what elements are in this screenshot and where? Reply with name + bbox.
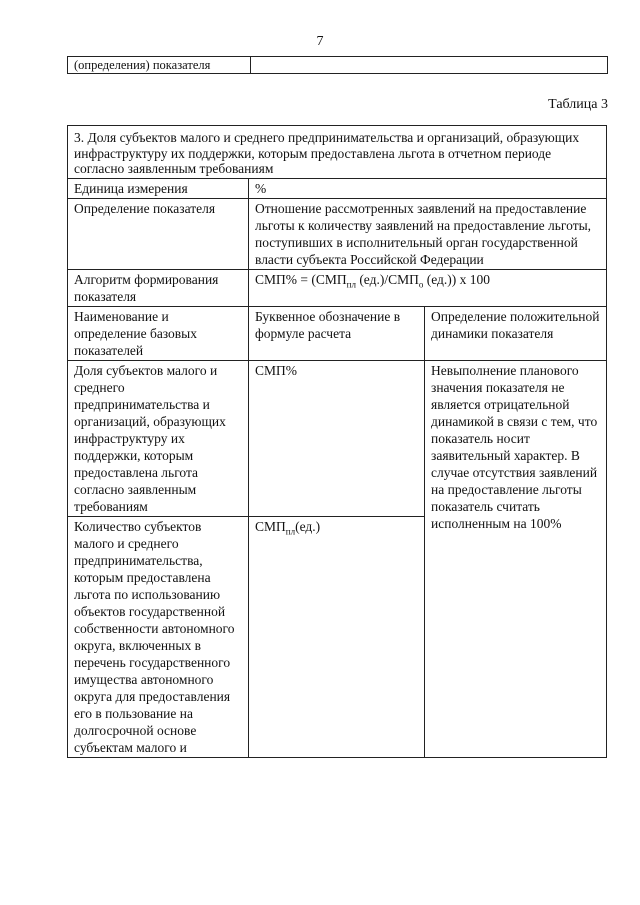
base-indicator-name: Количество субъектов малого и среднего предпринимательства, которым предоставлена льгота по использованию объектов государственной собственности автономного округа, включенных в перечень государственного имущества автономного округа для предоставления его в пользование на долгосрочной основе субъектам малого и xyxy=(68,516,249,757)
indicator-table xyxy=(67,125,607,758)
base-indicator-name: Доля субъектов малого и среднего предпринимательства и организаций, образующих инфраструктуру их поддержки, которым предоставлена льгота согласно заявленным требованиям xyxy=(68,360,249,516)
algorithm-label: Алгоритм формирования показателя xyxy=(68,269,249,306)
indicator-title: 3. Доля субъектов малого и среднего предпринимательства и организаций, образующих инфраструктуру их поддержки, которым предоставлена льгота в отчетном периоде согласно заявленным требованиям xyxy=(68,126,607,179)
table-caption: Таблица 3 xyxy=(548,97,608,112)
definition-value: Отношение рассмотренных заявлений на предоставление льготы к количеству заявлений на предоставление льготы, поступивших в исполнительный орган государственной власти субъекта Российской Федерации xyxy=(249,198,607,269)
positive-dynamics-definition: Невыполнение планового значения показателя не является отрицательной динамикой в связи с тем, что показатель носит заявительный характер. В случае отсутствия заявлений на предоставление льготы показатель считать исполненным на 100% xyxy=(425,360,607,757)
header-base-indicators: Наименование и определение базовых показателей xyxy=(68,306,249,360)
base-indicator-symbol: $СМП_{пл}(ед.)$ xyxy=(249,516,425,757)
continued-table-row xyxy=(67,56,608,74)
base-indicator-symbol: СМП% xyxy=(249,360,425,516)
header-positive-dynamics: Определение положительной динамики показателя xyxy=(425,306,607,360)
header-formula-symbol: Буквенное обозначение в формуле расчета xyxy=(249,306,425,360)
indicator-definition-label: (определения) показателя xyxy=(68,57,251,74)
unit-value: % xyxy=(249,178,607,198)
definition-label: Определение показателя xyxy=(68,198,249,269)
unit-label: Единица измерения xyxy=(68,178,249,198)
page-number: 7 xyxy=(316,34,324,49)
indicator-definition-value xyxy=(251,57,608,74)
algorithm-formula: $СМП\% = (СМП_{пл}$ $(ед.)/СМП_о$ (ед.)) x 100 xyxy=(249,269,607,306)
